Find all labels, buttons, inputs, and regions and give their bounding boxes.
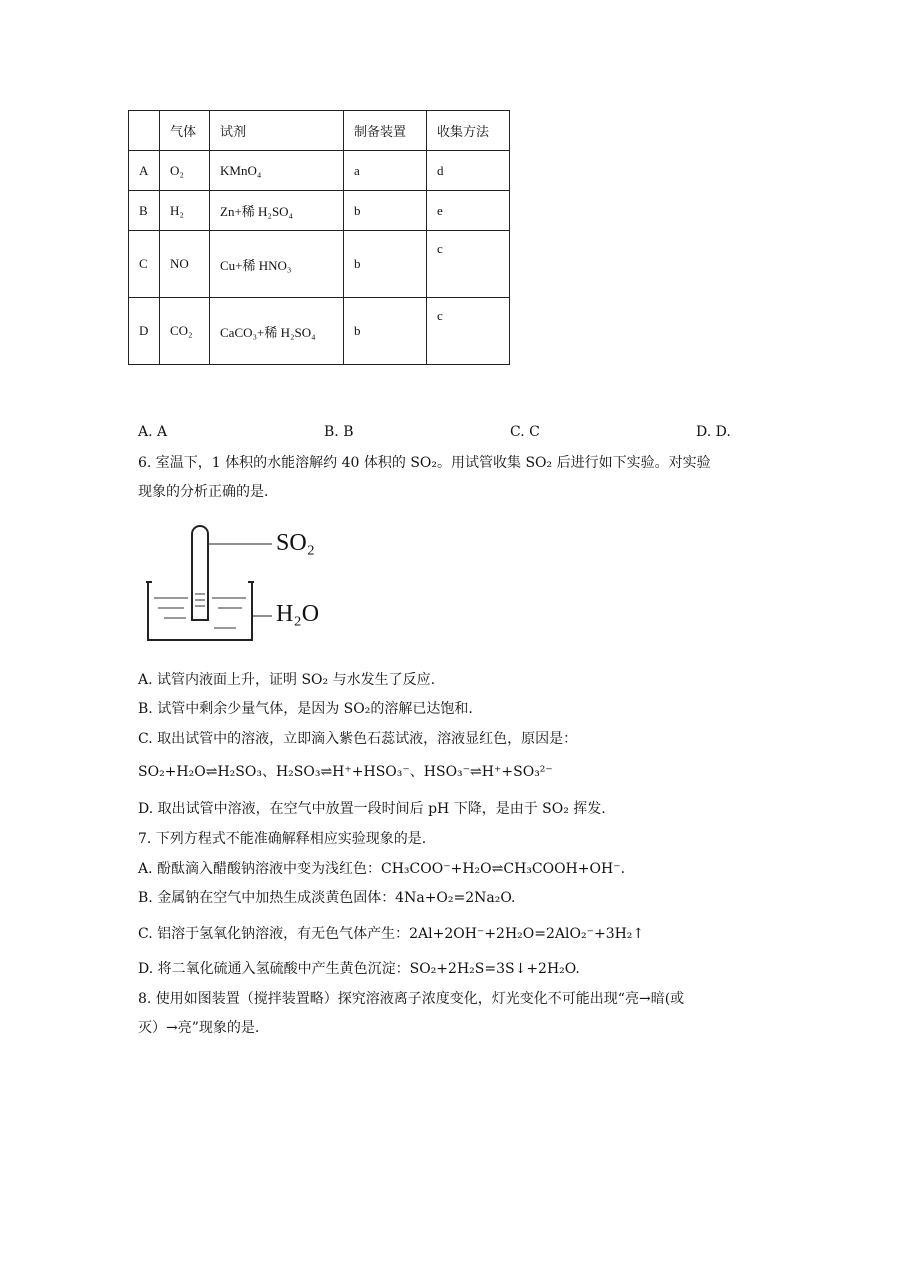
h2o-label: H₂O [276,601,320,627]
q6-option-c[interactable]: C. 取出试管中的溶液，立即滴入紫色石蕊试液，溶液显红色，原因是： [138,731,578,747]
table-row [129,151,510,191]
collect-cell: e [427,191,510,231]
collect-cell: c [427,298,510,365]
reagent-cell: CaCO₃+稀 H₂SO₄ [210,298,344,365]
device-cell: b [344,231,427,298]
gas-cell: H₂ [160,191,210,231]
so2-label: SO₂ [276,530,316,556]
gas-preparation-table [128,110,510,365]
gas-cell: NO [160,231,210,298]
q5-option-b[interactable]: B. B [324,424,354,440]
q6-option-b[interactable]: B. 试管中剩余少量气体，是因为 SO₂的溶解已达饱和. [138,701,473,717]
q6-stem-line2: 现象的分析正确的是. [138,484,269,500]
q8-stem-line2: 灭）→亮”现象的是. [138,1020,260,1036]
q6-stem-line1: 6. 室温下，1 体积的水能溶解约 40 体积的 SO₂。用试管收集 SO₂ 后进行如下实验。对实验 [138,455,711,471]
table-row [129,191,510,231]
table-header-cell: 制备装置 [344,111,427,151]
reagent-cell: Zn+稀 H₂SO₄ [210,191,344,231]
q7-option-d[interactable]: D. 将二氧化硫通入氢硫酸中产生黄色沉淀：SO₂+2H₂S=3S↓+2H₂O. [138,961,580,977]
q7-option-c[interactable]: C. 铝溶于氢氧化钠溶液，有无色气体产生：2Al+2OH⁻+2H₂O=2AlO₂⁻+3H₂↑ [138,926,645,942]
row-label: A [129,151,160,191]
row-label: D [129,298,160,365]
reagent-cell: Cu+稀 HNO₃ [210,231,344,298]
table-header-cell: 试剂 [210,111,344,151]
q8-stem-line1: 8. 使用如图装置（搅拌装置略）探究溶液离子浓度变化，灯光变化不可能出现“亮→暗(或 [138,991,685,1007]
device-cell: b [344,298,427,365]
q6-option-c-equation: SO₂+H₂O⇌H₂SO₃、H₂SO₃⇌H⁺+HSO₃⁻、HSO₃⁻⇌H⁺+SO₃²⁻ [138,764,553,780]
table-header-cell: 气体 [160,111,210,151]
device-cell: a [344,151,427,191]
table-header-cell: 收集方法 [427,111,510,151]
gas-cell: CO₂ [160,298,210,365]
row-label: C [129,231,160,298]
device-cell: b [344,191,427,231]
q6-option-d[interactable]: D. 取出试管中溶液，在空气中放置一段时间后 pH 下降，是由于 SO₂ 挥发. [138,801,606,817]
q5-option-a[interactable]: A. A [138,424,168,440]
collect-cell: d [427,151,510,191]
table-header-cell [129,111,160,151]
gas-cell: O₂ [160,151,210,191]
reagent-cell: KMnO₄ [210,151,344,191]
table-row [129,231,510,298]
q5-option-c[interactable]: C. C [510,424,540,440]
collect-cell: c [427,231,510,298]
table-header-row [129,111,510,151]
table-row [129,298,510,365]
q5-option-d[interactable]: D. D. [696,424,731,440]
row-label: B [129,191,160,231]
q6-option-a[interactable]: A. 试管内液面上升，证明 SO₂ 与水发生了反应. [138,672,436,688]
q7-option-a[interactable]: A. 酚酞滴入醋酸钠溶液中变为浅红色：CH₃COO⁻+H₂O⇌CH₃COOH+OH⁻. [138,861,626,877]
q7-stem: 7. 下列方程式不能准确解释相应实验现象的是. [138,831,427,847]
q7-option-b[interactable]: B. 金属钠在空气中加热生成淡黄色固体：4Na+O₂=2Na₂O. [138,890,516,906]
